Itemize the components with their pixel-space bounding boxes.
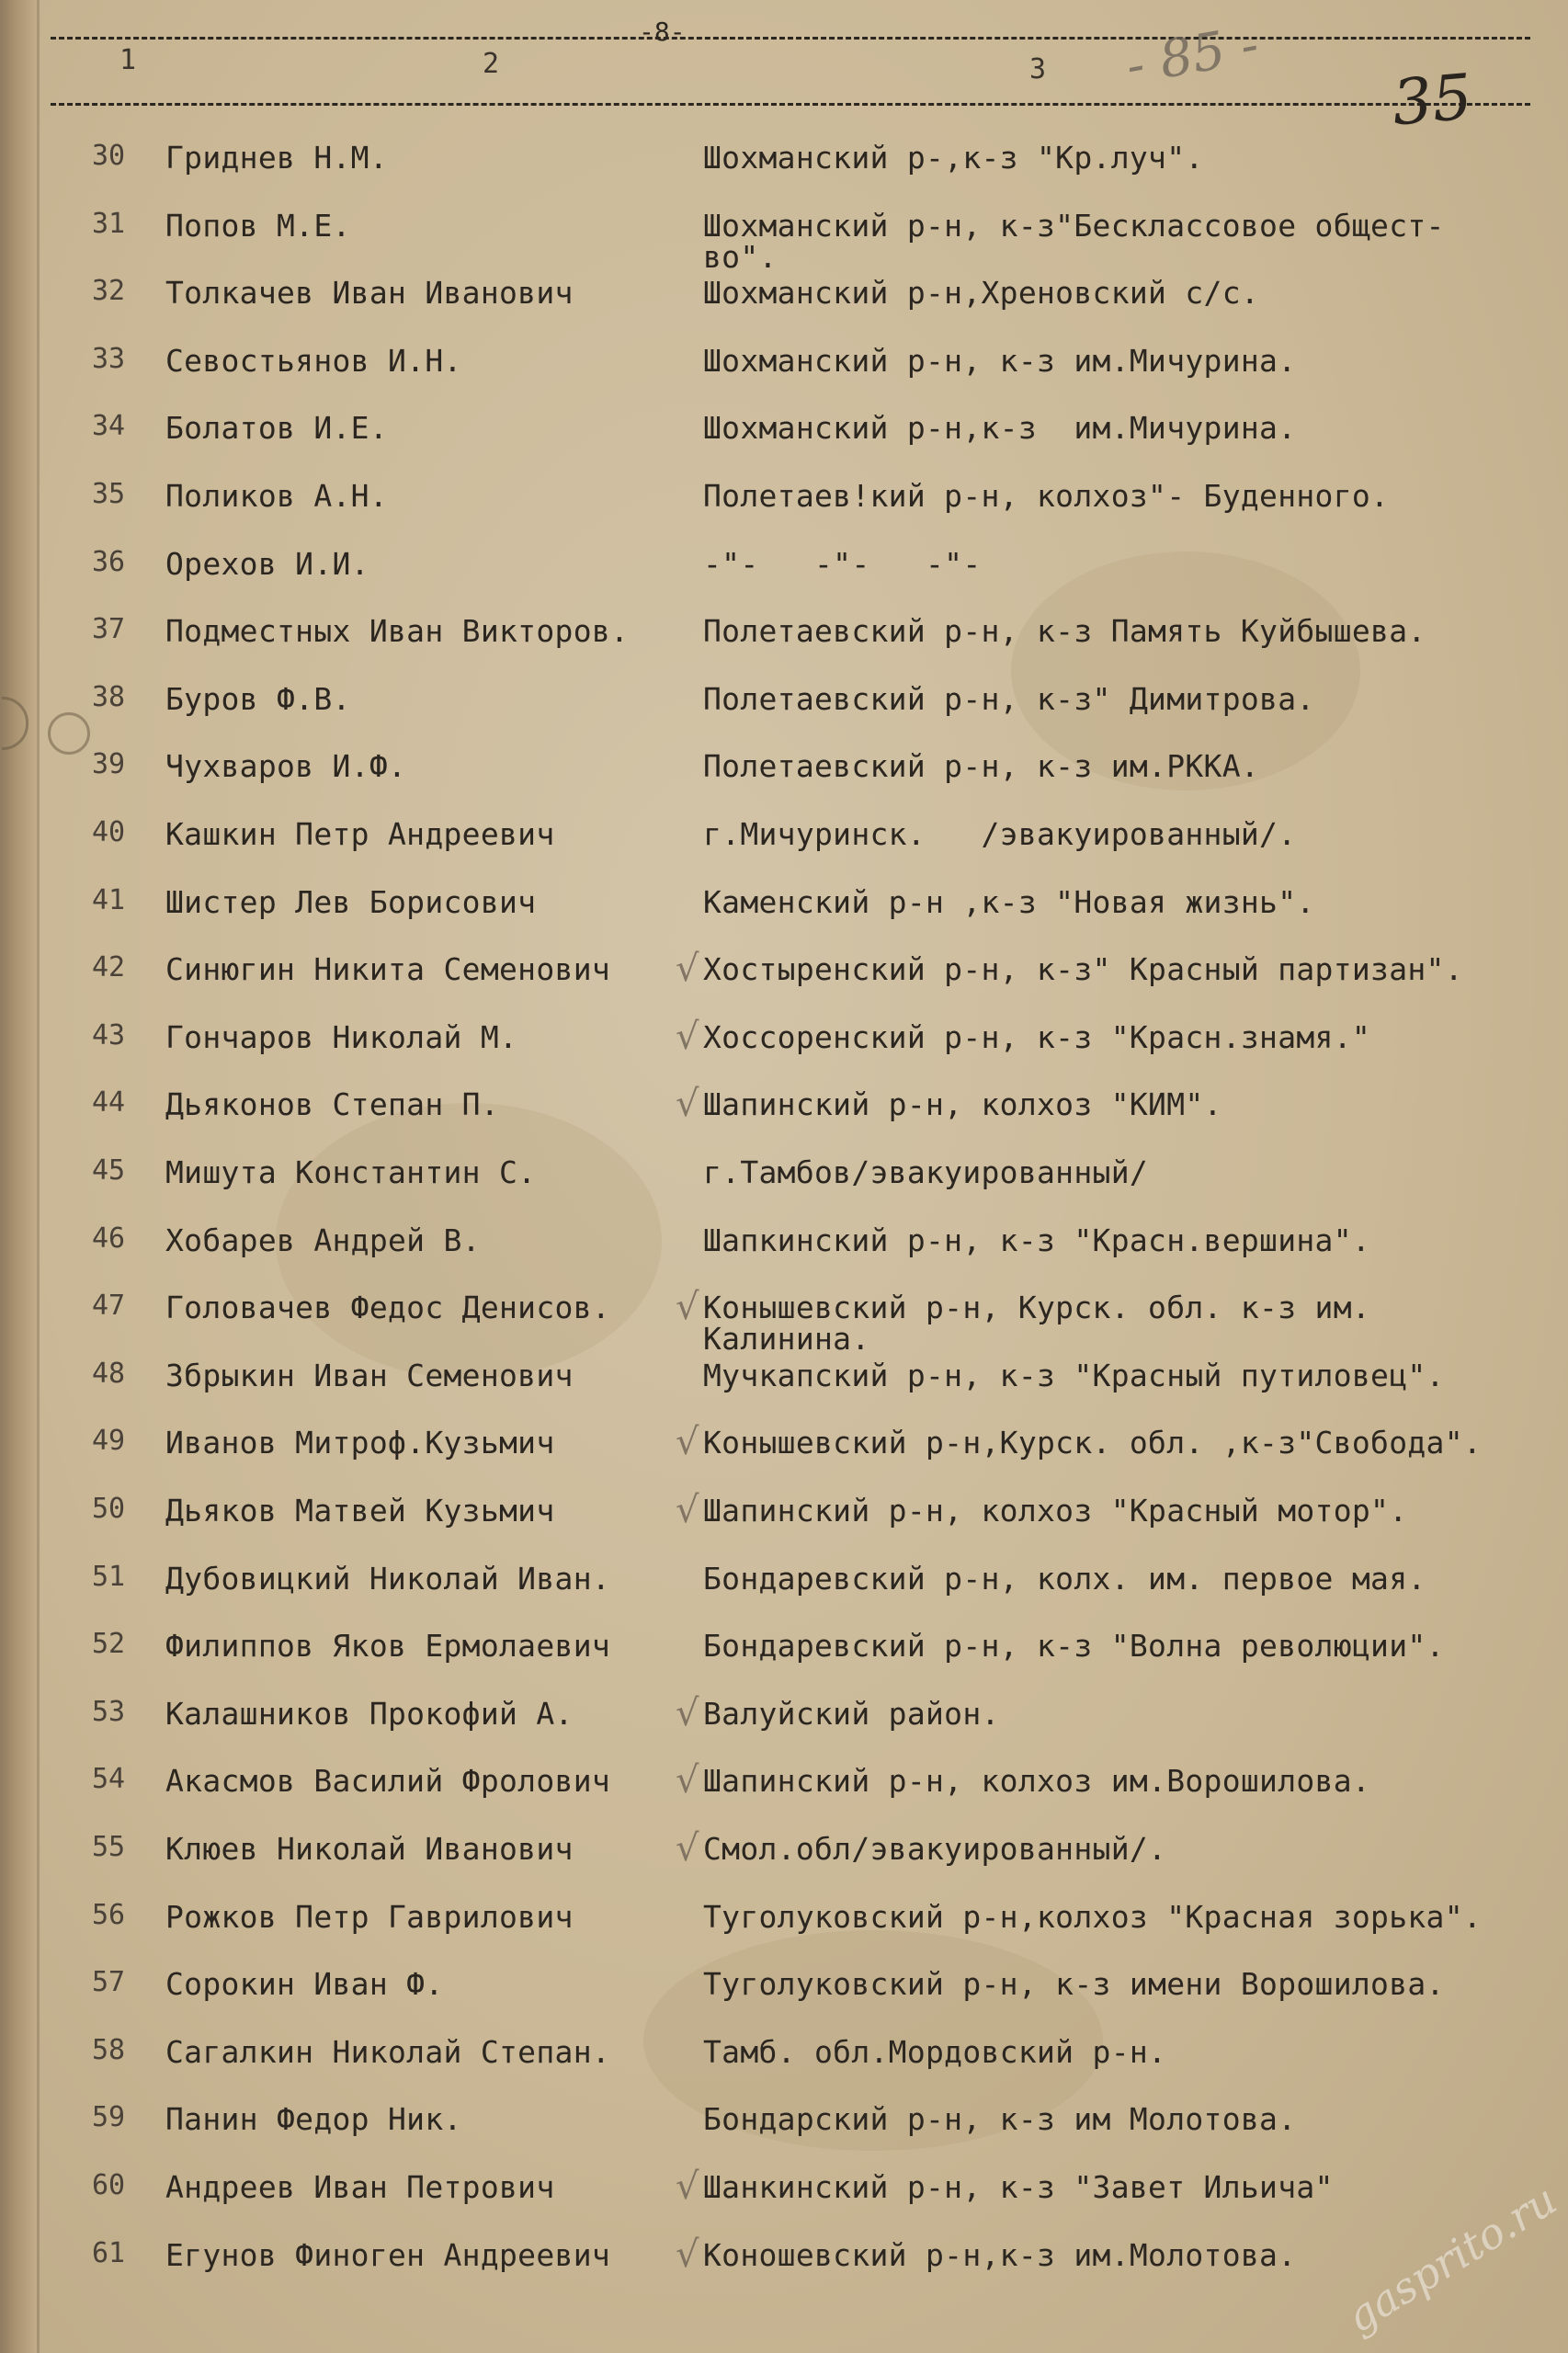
person-name: Панин Федор Ник. [165,2101,462,2137]
list-item [0,343,1568,409]
person-name: Буров Ф.В. [165,681,351,717]
row-number: 30 [92,140,126,172]
header-divider-top [51,37,1530,40]
row-number: 58 [92,2034,126,2066]
person-address: Шохманский р-,к-з "Кр.луч". [703,140,1204,176]
person-name: Егунов Финоген Андреевич [165,2237,611,2273]
row-number: 41 [92,884,126,916]
person-address: Шапинский р-н, колхоз "Красный мотор". [703,1493,1408,1529]
row-number: 37 [92,613,126,645]
person-name: Чухваров И.Ф. [165,748,407,784]
row-number: 59 [92,2101,126,2133]
list-item [0,2034,1568,2100]
list-item [0,1421,1568,1491]
list-item [0,1628,1568,1694]
row-number: 31 [92,208,126,240]
list-item [0,2101,1568,2167]
check-mark-icon: √ [676,1421,699,1463]
list-item [0,2165,1568,2235]
list-item [0,1016,1568,1086]
list-item [0,948,1568,1017]
list-item [0,1358,1568,1424]
person-address: Хостыренский р-н, к-з" Красный партизан". [703,951,1463,987]
person-name: Клюев Николай Иванович [165,1831,574,1867]
list-item [0,478,1568,544]
person-name: Орехов И.И. [165,546,369,582]
row-number: 33 [92,343,126,375]
person-address: г.Тамбов/эвакуированный/ [703,1154,1149,1190]
row-number: 50 [92,1493,126,1525]
row-number: 45 [92,1154,126,1187]
person-address: Шапкинский р-н, к-з "Красн.вершина". [703,1222,1371,1258]
person-address: Валуйский район. [703,1696,1000,1732]
person-name: Синюгин Никита Семенович [165,951,611,987]
person-address: г.Мичуринск. /эвакуированный/. [703,816,1297,852]
list-item [0,816,1568,882]
archive-page-number: 35 [1389,61,1475,141]
person-address: Хоссоренский р-н, к-з "Красн.знамя." [703,1019,1371,1055]
list-item [0,1899,1568,1965]
person-address: Шохманский р-н, к-з им.Мичурина. [703,343,1297,379]
row-number: 55 [92,1831,126,1863]
row-number: 40 [92,816,126,848]
check-mark-icon: √ [676,1016,699,1058]
person-name: Сагалкин Николай Степан. [165,2034,611,2070]
person-address: Шапинский р-н, колхоз "КИМ". [703,1086,1222,1122]
person-address: Мучкапский р-н, к-з "Красный путиловец". [703,1358,1445,1393]
check-mark-icon: √ [676,948,699,990]
person-name: Дубовицкий Николай Иван. [165,1561,611,1597]
person-name: Дьяков Матвей Кузьмич [165,1493,555,1529]
person-address: Тамб. обл.Мордовский р-н. [703,2034,1167,2070]
person-name: Андреев Иван Петрович [165,2169,555,2205]
person-address: Бондарский р-н, к-з им Молотова. [703,2101,1297,2137]
person-name: Збрыкин Иван Семенович [165,1358,574,1393]
person-name: Головачев Федос Денисов. [165,1290,611,1325]
row-number: 38 [92,681,126,713]
list-item [0,1827,1568,1897]
column-number-1: 1 [119,44,137,76]
person-name: Акасмов Василий Фролович [165,1763,611,1799]
list-item [0,1222,1568,1289]
list-item [0,1692,1568,1762]
column-number-3: 3 [1029,53,1047,85]
check-mark-icon: √ [676,1692,699,1734]
person-name: Иванов Митроф.Кузьмич [165,1425,555,1461]
row-number: 35 [92,478,126,510]
person-address: Бондаревский р-н, к-з "Волна революции". [703,1628,1445,1664]
person-address-continued: во". [703,239,778,275]
row-number: 54 [92,1763,126,1795]
person-address: -"- -"- -"- [703,546,982,582]
person-name: Шистер Лев Борисович [165,884,537,920]
row-number: 39 [92,748,126,780]
check-mark-icon: √ [676,1759,699,1802]
person-address: Шохманский р-н, к-з"Бесклассовое общест- [703,208,1445,244]
check-mark-icon: √ [676,2234,699,2276]
row-number: 48 [92,1358,126,1390]
person-name: Кашкин Петр Андреевич [165,816,555,852]
list-item [0,884,1568,950]
row-number: 49 [92,1425,126,1457]
person-name: Поликов А.Н. [165,478,389,514]
person-address: Шохманский р-н,Хреновский с/с. [703,275,1260,311]
list-item [0,1489,1568,1559]
row-number: 60 [92,2169,126,2201]
person-address: Шанкинский р-н, к-з "Завет Ильича" [703,2169,1334,2205]
person-name: Рожков Петр Гаврилович [165,1899,574,1935]
row-number: 46 [92,1222,126,1255]
list-item [0,1966,1568,2032]
person-address: Полетаевский р-н, к-з" Димитрова. [703,681,1315,717]
list-item [0,1286,1568,1357]
check-mark-icon: √ [676,1827,699,1870]
person-name: Филиппов Яков Ермолаевич [165,1628,611,1664]
pencil-folio-mark: - 85 - [1121,14,1264,97]
list-item [0,410,1568,476]
row-number: 44 [92,1086,126,1119]
page-marker: -8- [639,17,686,47]
person-name: Сорокин Иван Ф. [165,1966,444,2002]
row-number: 43 [92,1019,126,1051]
header-divider-bottom [51,103,1530,106]
row-number: 52 [92,1628,126,1660]
person-address: Каменский р-н ,к-з "Новая жизнь". [703,884,1315,920]
row-number: 57 [92,1966,126,1998]
check-mark-icon: √ [676,1286,699,1328]
list-item [0,208,1568,274]
column-number-2: 2 [483,48,500,80]
list-item [0,140,1568,206]
person-name: Калашников Прокофий А. [165,1696,574,1732]
person-name: Болатов И.Е. [165,410,389,446]
list-item [0,748,1568,814]
row-number: 32 [92,275,126,307]
person-address: Туголуковский р-н,колхоз "Красная зорька". [703,1899,1483,1935]
person-name: Хобарев Андрей В. [165,1222,481,1258]
person-address: Полетаев!кий р-н, колхоз"- Буденного. [703,478,1390,514]
person-address: Бондаревский р-н, колх. им. первое мая. [703,1561,1426,1597]
list-item [0,681,1568,747]
watermark: gasprito.ru [1337,2174,1565,2343]
person-name: Толкачев Иван Иванович [165,275,574,311]
row-number: 47 [92,1290,126,1322]
person-address: Шапинский р-н, колхоз им.Ворошилова. [703,1763,1371,1799]
person-name: Гончаров Николай М. [165,1019,518,1055]
person-name: Севостьянов И.Н. [165,343,462,379]
person-name: Мишута Константин С. [165,1154,537,1190]
list-item [0,613,1568,679]
row-number: 36 [92,546,126,578]
person-address: Коношевский р-н,к-з им.Молотова. [703,2237,1297,2273]
person-name: Дьяконов Степан П. [165,1086,500,1122]
row-number: 42 [92,951,126,983]
row-number: 53 [92,1696,126,1728]
person-name: Гриднев Н.М. [165,140,389,176]
list-item [0,2234,1568,2303]
person-address: Полетаевский р-н, к-з им.РККА. [703,748,1260,784]
row-number: 51 [92,1561,126,1593]
person-address: Полетаевский р-н, к-з Память Куйбышева. [703,613,1426,649]
row-number: 61 [92,2237,126,2269]
person-address: Туголуковский р-н, к-з имени Ворошилова. [703,1966,1445,2002]
person-name: Попов М.Е. [165,208,351,244]
person-address: Шохманский р-н,к-з им.Мичурина. [703,410,1297,446]
check-mark-icon: √ [676,2165,699,2208]
list-item [0,1561,1568,1627]
list-item [0,1083,1568,1153]
check-mark-icon: √ [676,1489,699,1531]
list-item [0,275,1568,341]
check-mark-icon: √ [676,1083,699,1125]
person-name: Подместных Иван Викторов. [165,613,630,649]
list-item [0,1154,1568,1221]
person-address: Конышевский р-н, Курск. обл. к-з им. [703,1290,1371,1325]
person-address: Смол.обл/эвакуированный/. [703,1831,1167,1867]
list-item [0,1759,1568,1829]
row-number: 56 [92,1899,126,1931]
person-address-continued: Калинина. [703,1321,870,1357]
list-item [0,546,1568,612]
row-number: 34 [92,410,126,442]
person-address: Конышевский р-н,Курск. обл. ,к-з"Свобода". [703,1425,1483,1461]
